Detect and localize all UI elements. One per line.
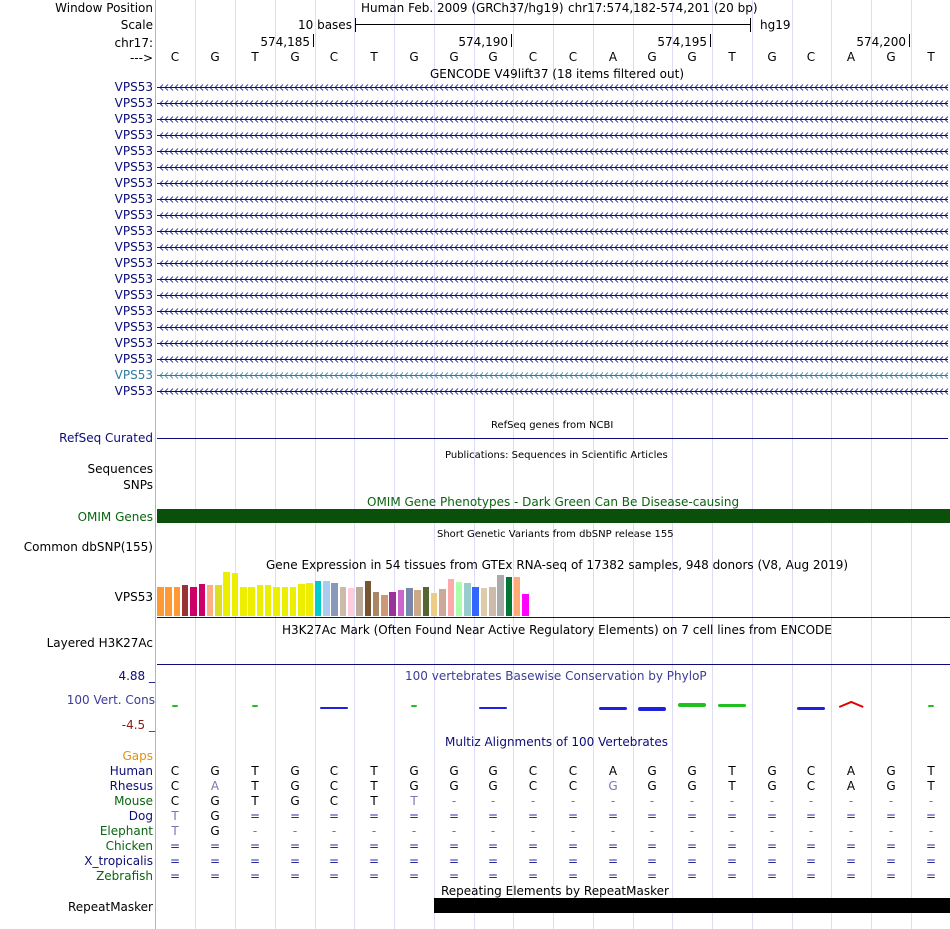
- multiz-base: A: [846, 779, 856, 793]
- multiz-base: =: [368, 809, 380, 823]
- multiz-base: G: [449, 779, 459, 793]
- multiz-base: G: [647, 764, 657, 778]
- multiz-base: C: [329, 764, 339, 778]
- multiz-base: G: [210, 809, 220, 823]
- repeatmasker-label[interactable]: RepeatMasker: [67, 900, 153, 914]
- multiz-species-row: [0, 794, 950, 809]
- multiz-base: C: [806, 764, 816, 778]
- multiz-base: =: [408, 869, 420, 883]
- reference-base: A: [608, 50, 618, 64]
- multiz-base: =: [805, 839, 817, 853]
- multiz-base: =: [805, 809, 817, 823]
- multiz-base: =: [527, 809, 539, 823]
- multiz-base: =: [408, 839, 420, 853]
- multiz-base: =: [289, 809, 301, 823]
- multiz-base: =: [527, 869, 539, 883]
- multiz-base: G: [449, 764, 459, 778]
- gencode-transcript-label[interactable]: VPS53: [114, 384, 153, 398]
- multiz-base: =: [726, 869, 738, 883]
- multiz-base: =: [289, 854, 301, 868]
- multiz-base: C: [170, 764, 180, 778]
- gencode-transcript-label[interactable]: VPS53: [114, 224, 153, 238]
- multiz-species-label[interactable]: Elephant: [99, 824, 153, 838]
- multiz-base: =: [169, 839, 181, 853]
- db-label: hg19: [760, 18, 791, 32]
- ruler-tick-label: 574,195: [657, 35, 707, 49]
- multiz-base: G: [886, 764, 896, 778]
- multiz-base: =: [209, 869, 221, 883]
- multiz-base: =: [328, 809, 340, 823]
- reference-base: G: [210, 50, 220, 64]
- multiz-base: -: [649, 794, 655, 808]
- multiz-base: T: [370, 794, 378, 808]
- reference-base: G: [488, 50, 498, 64]
- multiz-base: -: [769, 824, 775, 838]
- multiz-base: -: [331, 824, 337, 838]
- h3k27ac-track-title: H3K27Ac Mark (Often Found Near Active Regulatory Elements) on 7 cell lines from ENCODE: [282, 623, 832, 637]
- multiz-base: T: [370, 764, 378, 778]
- multiz-base: -: [451, 794, 457, 808]
- multiz-base: =: [925, 839, 937, 853]
- multiz-base: T: [728, 764, 736, 778]
- multiz-base: =: [607, 854, 619, 868]
- multiz-base: C: [170, 794, 180, 808]
- multiz-species-row: [0, 824, 950, 839]
- gtex-label[interactable]: VPS53: [114, 590, 153, 604]
- multiz-base: =: [646, 839, 658, 853]
- multiz-base: G: [409, 764, 419, 778]
- assembly-text: Human Feb. 2009 (GRCh37/hg19): [361, 1, 564, 15]
- omim-label[interactable]: OMIM Genes: [77, 510, 153, 524]
- multiz-base: -: [530, 794, 536, 808]
- multiz-base: -: [689, 824, 695, 838]
- multiz-base: =: [567, 839, 579, 853]
- reference-base: G: [647, 50, 657, 64]
- multiz-base: =: [646, 869, 658, 883]
- multiz-base: A: [608, 764, 618, 778]
- multiz-species-label[interactable]: Dog: [128, 809, 153, 823]
- multiz-base: T: [171, 824, 179, 838]
- gencode-transcript-label[interactable]: VPS53: [114, 336, 153, 350]
- multiz-base: C: [329, 779, 339, 793]
- multiz-base: -: [490, 824, 496, 838]
- multiz-base: =: [289, 839, 301, 853]
- multiz-base: =: [368, 854, 380, 868]
- multiz-base: =: [487, 854, 499, 868]
- multiz-base: =: [686, 854, 698, 868]
- multiz-species-label[interactable]: Human: [109, 764, 153, 778]
- multiz-base: G: [210, 794, 220, 808]
- reference-base: G: [409, 50, 419, 64]
- multiz-base: -: [888, 794, 894, 808]
- phylop-min-label: -4.5 _: [121, 718, 155, 732]
- reference-base: C: [329, 50, 339, 64]
- gencode-transcript-label[interactable]: VPS53: [114, 208, 153, 222]
- multiz-base: =: [726, 839, 738, 853]
- multiz-base: -: [570, 824, 576, 838]
- multiz-base: =: [607, 869, 619, 883]
- multiz-base: G: [687, 779, 697, 793]
- multiz-base: =: [726, 854, 738, 868]
- publications-sequences-label[interactable]: Sequences: [87, 462, 153, 476]
- multiz-base: -: [610, 794, 616, 808]
- dbsnp-track-title: Short Genetic Variants from dbSNP release 155: [437, 529, 674, 540]
- reference-base: T: [927, 50, 935, 64]
- gencode-transcript-label[interactable]: VPS53: [114, 192, 153, 206]
- multiz-base: -: [729, 794, 735, 808]
- ruler-tick-label: 574,185: [260, 35, 310, 49]
- multiz-base: -: [530, 824, 536, 838]
- multiz-base: =: [169, 854, 181, 868]
- multiz-base: -: [610, 824, 616, 838]
- multiz-base: C: [528, 779, 538, 793]
- multiz-base: -: [371, 824, 377, 838]
- multiz-base: =: [527, 839, 539, 853]
- multiz-base: G: [488, 764, 498, 778]
- multiz-base: =: [686, 839, 698, 853]
- multiz-base: G: [767, 764, 777, 778]
- multiz-base: -: [411, 824, 417, 838]
- gencode-transcript-label[interactable]: VPS53: [114, 144, 153, 158]
- multiz-base: =: [249, 869, 261, 883]
- multiz-base: G: [210, 764, 220, 778]
- multiz-base: T: [728, 779, 736, 793]
- gencode-transcript-label[interactable]: VPS53: [114, 320, 153, 334]
- multiz-base: =: [805, 869, 817, 883]
- reference-base: C: [568, 50, 578, 64]
- multiz-base: =: [249, 854, 261, 868]
- position-text[interactable]: chr17:574,182-574,201 (20 bp): [568, 1, 758, 15]
- multiz-species-label[interactable]: Rhesus: [109, 779, 153, 793]
- gencode-transcript-label[interactable]: VPS53: [114, 176, 153, 190]
- multiz-base: =: [169, 869, 181, 883]
- gencode-transcript-label[interactable]: VPS53: [114, 304, 153, 318]
- multiz-base: =: [328, 854, 340, 868]
- multiz-base: =: [567, 869, 579, 883]
- multiz-base: T: [410, 794, 418, 808]
- multiz-base: -: [292, 824, 298, 838]
- multiz-base: =: [766, 809, 778, 823]
- multiz-base: =: [209, 839, 221, 853]
- multiz-species-label[interactable]: Zebrafish: [96, 869, 153, 883]
- phylop-score-mark[interactable]: [928, 705, 934, 707]
- scale-label: Scale: [120, 18, 153, 32]
- multiz-gaps-label[interactable]: Gaps: [122, 749, 153, 763]
- multiz-base: T: [171, 809, 179, 823]
- multiz-base: =: [487, 809, 499, 823]
- multiz-base: G: [210, 824, 220, 838]
- multiz-base: T: [251, 794, 259, 808]
- multiz-base: =: [368, 869, 380, 883]
- multiz-base: =: [845, 839, 857, 853]
- phylop-track-title: 100 vertebrates Basewise Conservation by PhyloP: [405, 669, 707, 683]
- omim-track-title: OMIM Gene Phenotypes - Dark Green Can Be Disease-causing: [367, 495, 740, 509]
- ruler-tick-label: 574,190: [458, 35, 508, 49]
- h3k27ac-label[interactable]: Layered H3K27Ac: [46, 636, 153, 650]
- gencode-transcript-label[interactable]: VPS53: [114, 160, 153, 174]
- multiz-species-label[interactable]: X_tropicalis: [84, 854, 153, 868]
- multiz-species-label[interactable]: Mouse: [114, 794, 153, 808]
- multiz-base: =: [925, 809, 937, 823]
- gencode-transcript-label[interactable]: VPS53: [114, 96, 153, 110]
- multiz-base: =: [766, 869, 778, 883]
- multiz-base: =: [845, 809, 857, 823]
- gencode-transcript-label[interactable]: VPS53: [114, 80, 153, 94]
- multiz-base: =: [686, 869, 698, 883]
- multiz-base: =: [805, 854, 817, 868]
- multiz-base: -: [808, 824, 814, 838]
- reference-base: A: [846, 50, 856, 64]
- multiz-base: =: [766, 854, 778, 868]
- gencode-transcript-label[interactable]: VPS53: [114, 368, 153, 382]
- reference-base: G: [767, 50, 777, 64]
- multiz-base: =: [368, 839, 380, 853]
- multiz-base: T: [251, 779, 259, 793]
- multiz-base: =: [448, 809, 460, 823]
- chrom-label: chr17:: [114, 36, 153, 50]
- multiz-base: -: [689, 794, 695, 808]
- multiz-base: G: [488, 779, 498, 793]
- reference-base: T: [728, 50, 736, 64]
- multiz-base: C: [568, 779, 578, 793]
- gencode-transcript-label[interactable]: VPS53: [114, 256, 153, 270]
- multiz-base: T: [927, 779, 935, 793]
- reference-base: C: [528, 50, 538, 64]
- scale-text: 10 bases: [298, 18, 352, 32]
- multiz-base: =: [925, 854, 937, 868]
- multiz-species-row: [0, 764, 950, 779]
- multiz-base: -: [928, 794, 934, 808]
- reference-base: T: [251, 50, 259, 64]
- reference-base: C: [806, 50, 816, 64]
- multiz-base: G: [409, 779, 419, 793]
- multiz-species-row: [0, 809, 950, 824]
- publications-snps-label[interactable]: SNPs: [123, 478, 153, 492]
- multiz-base: T: [927, 764, 935, 778]
- multiz-base: C: [528, 764, 538, 778]
- multiz-base: =: [845, 869, 857, 883]
- gencode-transcript-label[interactable]: VPS53: [114, 288, 153, 302]
- multiz-base: -: [848, 824, 854, 838]
- gencode-transcript-label[interactable]: VPS53: [114, 128, 153, 142]
- phylop-max-label: 4.88 _: [118, 669, 155, 683]
- multiz-base: G: [767, 779, 777, 793]
- multiz-base: =: [567, 854, 579, 868]
- reference-base: T: [370, 50, 378, 64]
- multiz-base: =: [607, 839, 619, 853]
- multiz-species-row: [0, 779, 950, 794]
- refseq-label[interactable]: RefSeq Curated: [59, 431, 153, 445]
- reference-base: G: [886, 50, 896, 64]
- multiz-base: -: [769, 794, 775, 808]
- strand-label: --->: [129, 51, 153, 65]
- multiz-base: C: [329, 794, 339, 808]
- multiz-base: =: [885, 854, 897, 868]
- multiz-base: =: [766, 839, 778, 853]
- multiz-base: A: [846, 764, 856, 778]
- repeatmasker-track-title: Repeating Elements by RepeatMasker: [441, 884, 669, 898]
- multiz-base: =: [249, 809, 261, 823]
- multiz-base: =: [408, 809, 420, 823]
- multiz-base: =: [448, 854, 460, 868]
- multiz-base: G: [886, 779, 896, 793]
- reference-base: G: [290, 50, 300, 64]
- multiz-base: =: [885, 869, 897, 883]
- multiz-base: =: [209, 854, 221, 868]
- multiz-base: -: [451, 824, 457, 838]
- multiz-species-row: [0, 854, 950, 869]
- multiz-species-row: [0, 839, 950, 854]
- multiz-base: -: [808, 794, 814, 808]
- multiz-base: =: [646, 854, 658, 868]
- multiz-base: =: [487, 839, 499, 853]
- phylop-label[interactable]: 100 Vert. Cons: [66, 693, 155, 707]
- reference-base: G: [449, 50, 459, 64]
- gencode-transcript-label[interactable]: VPS53: [114, 272, 153, 286]
- gencode-track-title: GENCODE V49lift37 (18 items filtered out): [430, 67, 685, 81]
- multiz-base: G: [647, 779, 657, 793]
- multiz-base: -: [570, 794, 576, 808]
- multiz-base: -: [252, 824, 258, 838]
- gencode-transcript-label[interactable]: VPS53: [114, 352, 153, 366]
- multiz-base: =: [885, 839, 897, 853]
- multiz-base: =: [328, 869, 340, 883]
- dbsnp-label[interactable]: Common dbSNP(155): [23, 540, 153, 554]
- gencode-transcript-label[interactable]: VPS53: [114, 240, 153, 254]
- multiz-base: G: [290, 794, 300, 808]
- refseq-track-title: RefSeq genes from NCBI: [491, 420, 614, 431]
- multiz-species-label[interactable]: Chicken: [105, 839, 153, 853]
- ruler-tick-label: 574,200: [856, 35, 906, 49]
- multiz-base: =: [328, 839, 340, 853]
- window-position-label: Window Position: [55, 1, 153, 15]
- multiz-base: -: [928, 824, 934, 838]
- multiz-base: G: [290, 779, 300, 793]
- multiz-base: G: [608, 779, 618, 793]
- multiz-base: =: [845, 854, 857, 868]
- multiz-base: =: [646, 809, 658, 823]
- multiz-base: =: [487, 869, 499, 883]
- reference-base: C: [170, 50, 180, 64]
- multiz-base: =: [567, 809, 579, 823]
- publications-track-title: Publications: Sequences in Scientific Articles: [445, 450, 668, 461]
- multiz-base: T: [370, 779, 378, 793]
- multiz-base: =: [607, 809, 619, 823]
- reference-base: G: [687, 50, 697, 64]
- multiz-base: -: [729, 824, 735, 838]
- multiz-base: G: [687, 764, 697, 778]
- multiz-base: -: [490, 794, 496, 808]
- multiz-base: A: [210, 779, 220, 793]
- multiz-base: =: [289, 869, 301, 883]
- multiz-track-title: Multiz Alignments of 100 Vertebrates: [445, 735, 669, 749]
- multiz-base: =: [408, 854, 420, 868]
- multiz-base: -: [848, 794, 854, 808]
- multiz-species-row: [0, 869, 950, 884]
- multiz-base: C: [568, 764, 578, 778]
- multiz-base: =: [249, 839, 261, 853]
- multiz-base: C: [806, 779, 816, 793]
- gencode-transcript-label[interactable]: VPS53: [114, 112, 153, 126]
- multiz-base: -: [888, 824, 894, 838]
- multiz-base: =: [686, 809, 698, 823]
- multiz-base: =: [726, 809, 738, 823]
- multiz-base: G: [290, 764, 300, 778]
- repeatmasker-block[interactable]: [434, 898, 950, 913]
- multiz-base: =: [885, 809, 897, 823]
- multiz-base: T: [251, 764, 259, 778]
- multiz-base: =: [925, 869, 937, 883]
- multiz-base: C: [170, 779, 180, 793]
- gtex-track-title: Gene Expression in 54 tissues from GTEx RNA-seq of 17382 samples, 948 donors (V8, Aug 2019): [266, 558, 849, 572]
- multiz-base: -: [649, 824, 655, 838]
- multiz-base: =: [448, 839, 460, 853]
- multiz-base: =: [527, 854, 539, 868]
- multiz-base: =: [448, 869, 460, 883]
- phylop-peak-path: [839, 702, 863, 707]
